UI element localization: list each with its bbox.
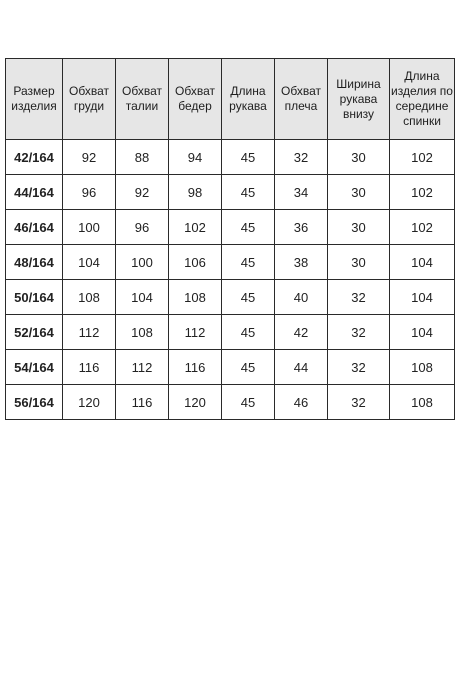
table-row: [6, 175, 455, 210]
cell-waist: 92: [116, 175, 169, 210]
cell-waist: 96: [116, 210, 169, 245]
header-row: [6, 59, 455, 140]
cell-waist: 116: [116, 385, 169, 420]
cell-hips: 102: [169, 210, 222, 245]
cell-shoulder: 46: [275, 385, 328, 420]
cell-size: 42/164: [6, 140, 63, 175]
table-row: [6, 245, 455, 280]
cell-waist: 108: [116, 315, 169, 350]
cell-hips: 106: [169, 245, 222, 280]
cell-back-length: 108: [390, 350, 455, 385]
cell-sleeve-width: 32: [328, 385, 390, 420]
cell-waist: 104: [116, 280, 169, 315]
header-chest: Обхват груди: [63, 59, 116, 140]
cell-hips: 108: [169, 280, 222, 315]
table-row: [6, 210, 455, 245]
cell-sleeve-length: 45: [222, 245, 275, 280]
header-sleeve-length: Длина рукава: [222, 59, 275, 140]
header-back-length: Длина изделия по середине спинки: [390, 59, 455, 140]
cell-sleeve-width: 30: [328, 175, 390, 210]
table-body: [6, 140, 455, 420]
cell-shoulder: 44: [275, 350, 328, 385]
cell-size: 56/164: [6, 385, 63, 420]
cell-chest: 108: [63, 280, 116, 315]
cell-sleeve-width: 32: [328, 315, 390, 350]
cell-hips: 98: [169, 175, 222, 210]
table-row: [6, 385, 455, 420]
cell-shoulder: 40: [275, 280, 328, 315]
cell-sleeve-width: 30: [328, 140, 390, 175]
cell-chest: 96: [63, 175, 116, 210]
cell-sleeve-length: 45: [222, 140, 275, 175]
cell-sleeve-width: 30: [328, 210, 390, 245]
cell-back-length: 104: [390, 245, 455, 280]
cell-hips: 94: [169, 140, 222, 175]
cell-waist: 100: [116, 245, 169, 280]
cell-back-length: 104: [390, 280, 455, 315]
cell-size: 46/164: [6, 210, 63, 245]
header-size: Размер изделия: [6, 59, 63, 140]
cell-back-length: 102: [390, 140, 455, 175]
cell-sleeve-width: 32: [328, 280, 390, 315]
table-row: [6, 140, 455, 175]
cell-shoulder: 34: [275, 175, 328, 210]
cell-chest: 120: [63, 385, 116, 420]
cell-waist: 112: [116, 350, 169, 385]
cell-back-length: 104: [390, 315, 455, 350]
cell-sleeve-length: 45: [222, 315, 275, 350]
cell-back-length: 108: [390, 385, 455, 420]
cell-shoulder: 32: [275, 140, 328, 175]
cell-hips: 116: [169, 350, 222, 385]
header-waist: Обхват талии: [116, 59, 169, 140]
cell-sleeve-length: 45: [222, 385, 275, 420]
cell-sleeve-length: 45: [222, 210, 275, 245]
cell-waist: 88: [116, 140, 169, 175]
cell-sleeve-length: 45: [222, 280, 275, 315]
cell-size: 48/164: [6, 245, 63, 280]
cell-size: 50/164: [6, 280, 63, 315]
cell-chest: 104: [63, 245, 116, 280]
cell-hips: 112: [169, 315, 222, 350]
cell-sleeve-length: 45: [222, 350, 275, 385]
size-chart-table: [5, 58, 455, 420]
cell-hips: 120: [169, 385, 222, 420]
cell-chest: 116: [63, 350, 116, 385]
cell-size: 54/164: [6, 350, 63, 385]
cell-back-length: 102: [390, 210, 455, 245]
cell-sleeve-width: 30: [328, 245, 390, 280]
table-row: [6, 350, 455, 385]
cell-shoulder: 36: [275, 210, 328, 245]
cell-sleeve-length: 45: [222, 175, 275, 210]
cell-chest: 100: [63, 210, 116, 245]
cell-chest: 112: [63, 315, 116, 350]
table-row: [6, 315, 455, 350]
cell-size: 44/164: [6, 175, 63, 210]
header-sleeve-width: Ширина рукава внизу: [328, 59, 390, 140]
cell-size: 52/164: [6, 315, 63, 350]
cell-sleeve-width: 32: [328, 350, 390, 385]
cell-shoulder: 38: [275, 245, 328, 280]
header-hips: Обхват бедер: [169, 59, 222, 140]
cell-shoulder: 42: [275, 315, 328, 350]
cell-chest: 92: [63, 140, 116, 175]
cell-back-length: 102: [390, 175, 455, 210]
table-row: [6, 280, 455, 315]
header-shoulder: Обхват плеча: [275, 59, 328, 140]
